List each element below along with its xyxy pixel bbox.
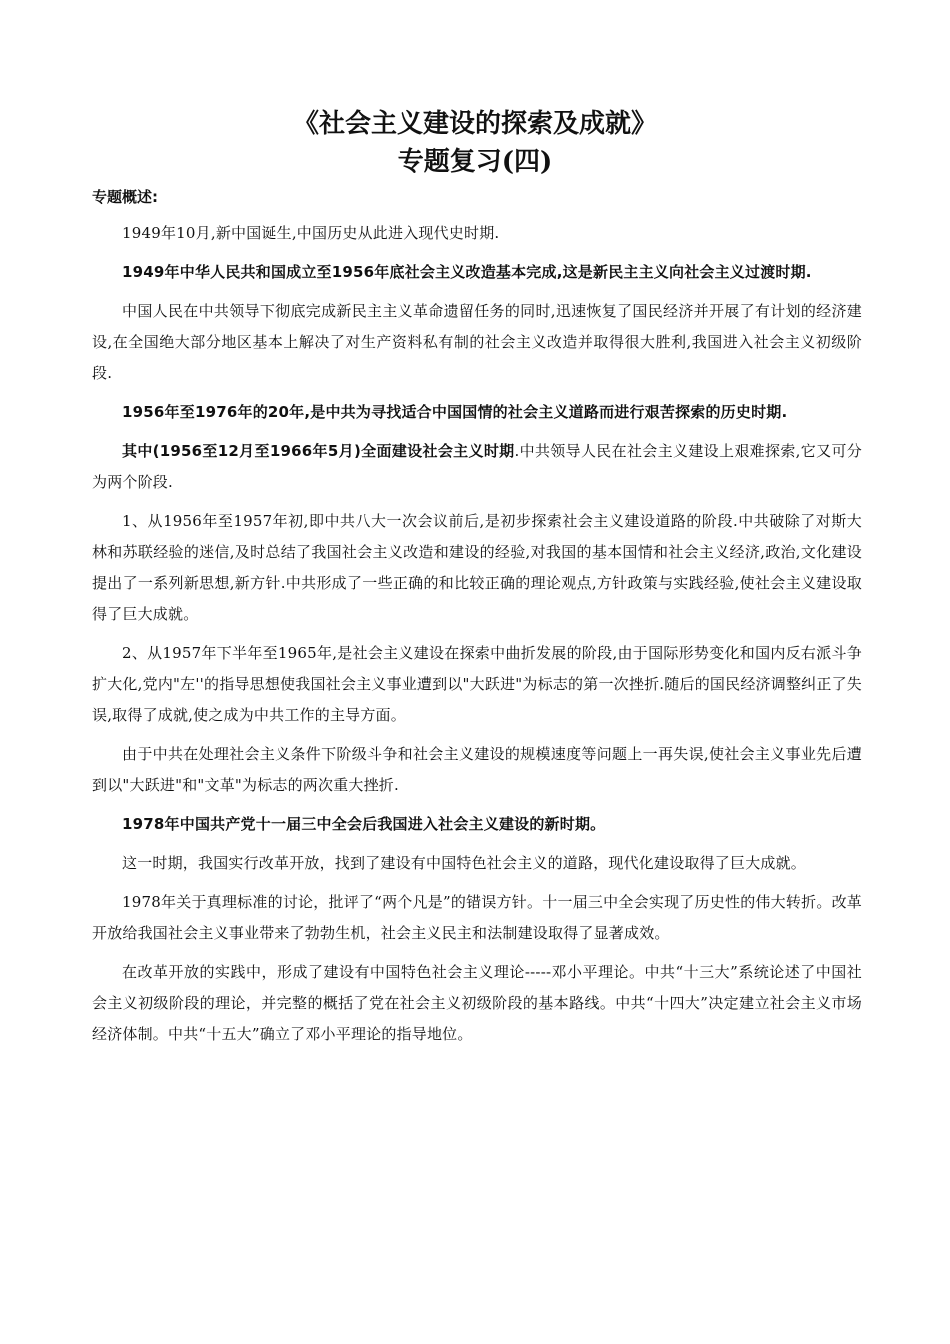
paragraph-6: 1、从1956年至1957年初,即中共八大一次会议前后,是初步探索社会主义建设道路的阶段.中共破除了对斯大林和苏联经验的迷信,及时总结了我国社会主义改造和建设的经验,对我国的基本国情和社会主义经济,政治,文化建设提出了一系列新思想,新方针.中共形成了一些正确的和比较正确的理论观点,方针政策与实践经验,使社会主义建设取得了巨大成就。 [92,512,862,623]
document-body [92,218,862,1058]
overview-label: 专题概述: [92,188,158,206]
paragraph-4: 1956年至1976年的20年,是中共为寻找适合中国国情的社会主义道路而进行艰苦探索的历史时期. [122,403,788,421]
paragraph-5-rest: .中共领导人民在社会主义建设上艰难探索,它又可分为两个阶段. [92,442,862,491]
paragraph-5 [92,436,862,498]
document-title: 《社会主义建设的探索及成就》 [292,109,657,139]
paragraph-12: 在改革开放的实践中，形成了建设有中国特色社会主义理论-----邓小平理论。中共“十三大”系统论述了中国社会主义初级阶段的理论，并完整的概括了党在社会主义初级阶段的基本路线。中共“十四大”决定建立社会主义市场经济体制。中共“十五大”确立了邓小平理论的指导地位。 [92,963,862,1043]
paragraph-9: 1978年中国共产党十一届三中全会后我国进入社会主义建设的新时期。 [122,815,606,833]
paragraph-1: 1949年10月,新中国诞生,中国历史从此进入现代史时期. [122,224,500,242]
document-subtitle: 专题复习(四) [397,147,553,177]
paragraph-10: 这一时期，我国实行改革开放，找到了建设有中国特色社会主义的道路，现代化建设取得了巨大成就。 [122,854,807,872]
paragraph-5-bold: 其中(1956至12月至1966年5月)全面建设社会主义时期 [122,442,515,460]
paragraph-11: 1978年关于真理标准的讨论，批评了“两个凡是”的错误方针。十一届三中全会实现了历史性的伟大转折。改革开放给我国社会主义事业带来了勃勃生机，社会主义民主和法制建设取得了显著成效。 [92,893,862,942]
paragraph-8: 由于中共在处理社会主义条件下阶级斗争和社会主义建设的规模速度等问题上一再失误,使社会主义事业先后遭到以"大跃进"和"文革"为标志的两次重大挫折. [92,745,862,794]
paragraph-2: 1949年中华人民共和国成立至1956年底社会主义改造基本完成,这是新民主主义向社会主义过渡时期. [122,263,812,281]
paragraph-3: 中国人民在中共领导下彻底完成新民主主义革命遗留任务的同时,迅速恢复了国民经济并开展了有计划的经济建设,在全国绝大部分地区基本上解决了对生产资料私有制的社会主义改造并取得很大胜利,我国进入社会主义初级阶段. [92,302,862,382]
paragraph-7: 2、从1957年下半年至1965年,是社会主义建设在探索中曲折发展的阶段,由于国际形势变化和国内反右派斗争扩大化,党内"左''的指导思想使我国社会主义事业遭到以"大跃进"为标志的第一次挫折.随后的国民经济调整纠正了失误,取得了成就,使之成为中共工作的主导方面。 [92,644,862,724]
